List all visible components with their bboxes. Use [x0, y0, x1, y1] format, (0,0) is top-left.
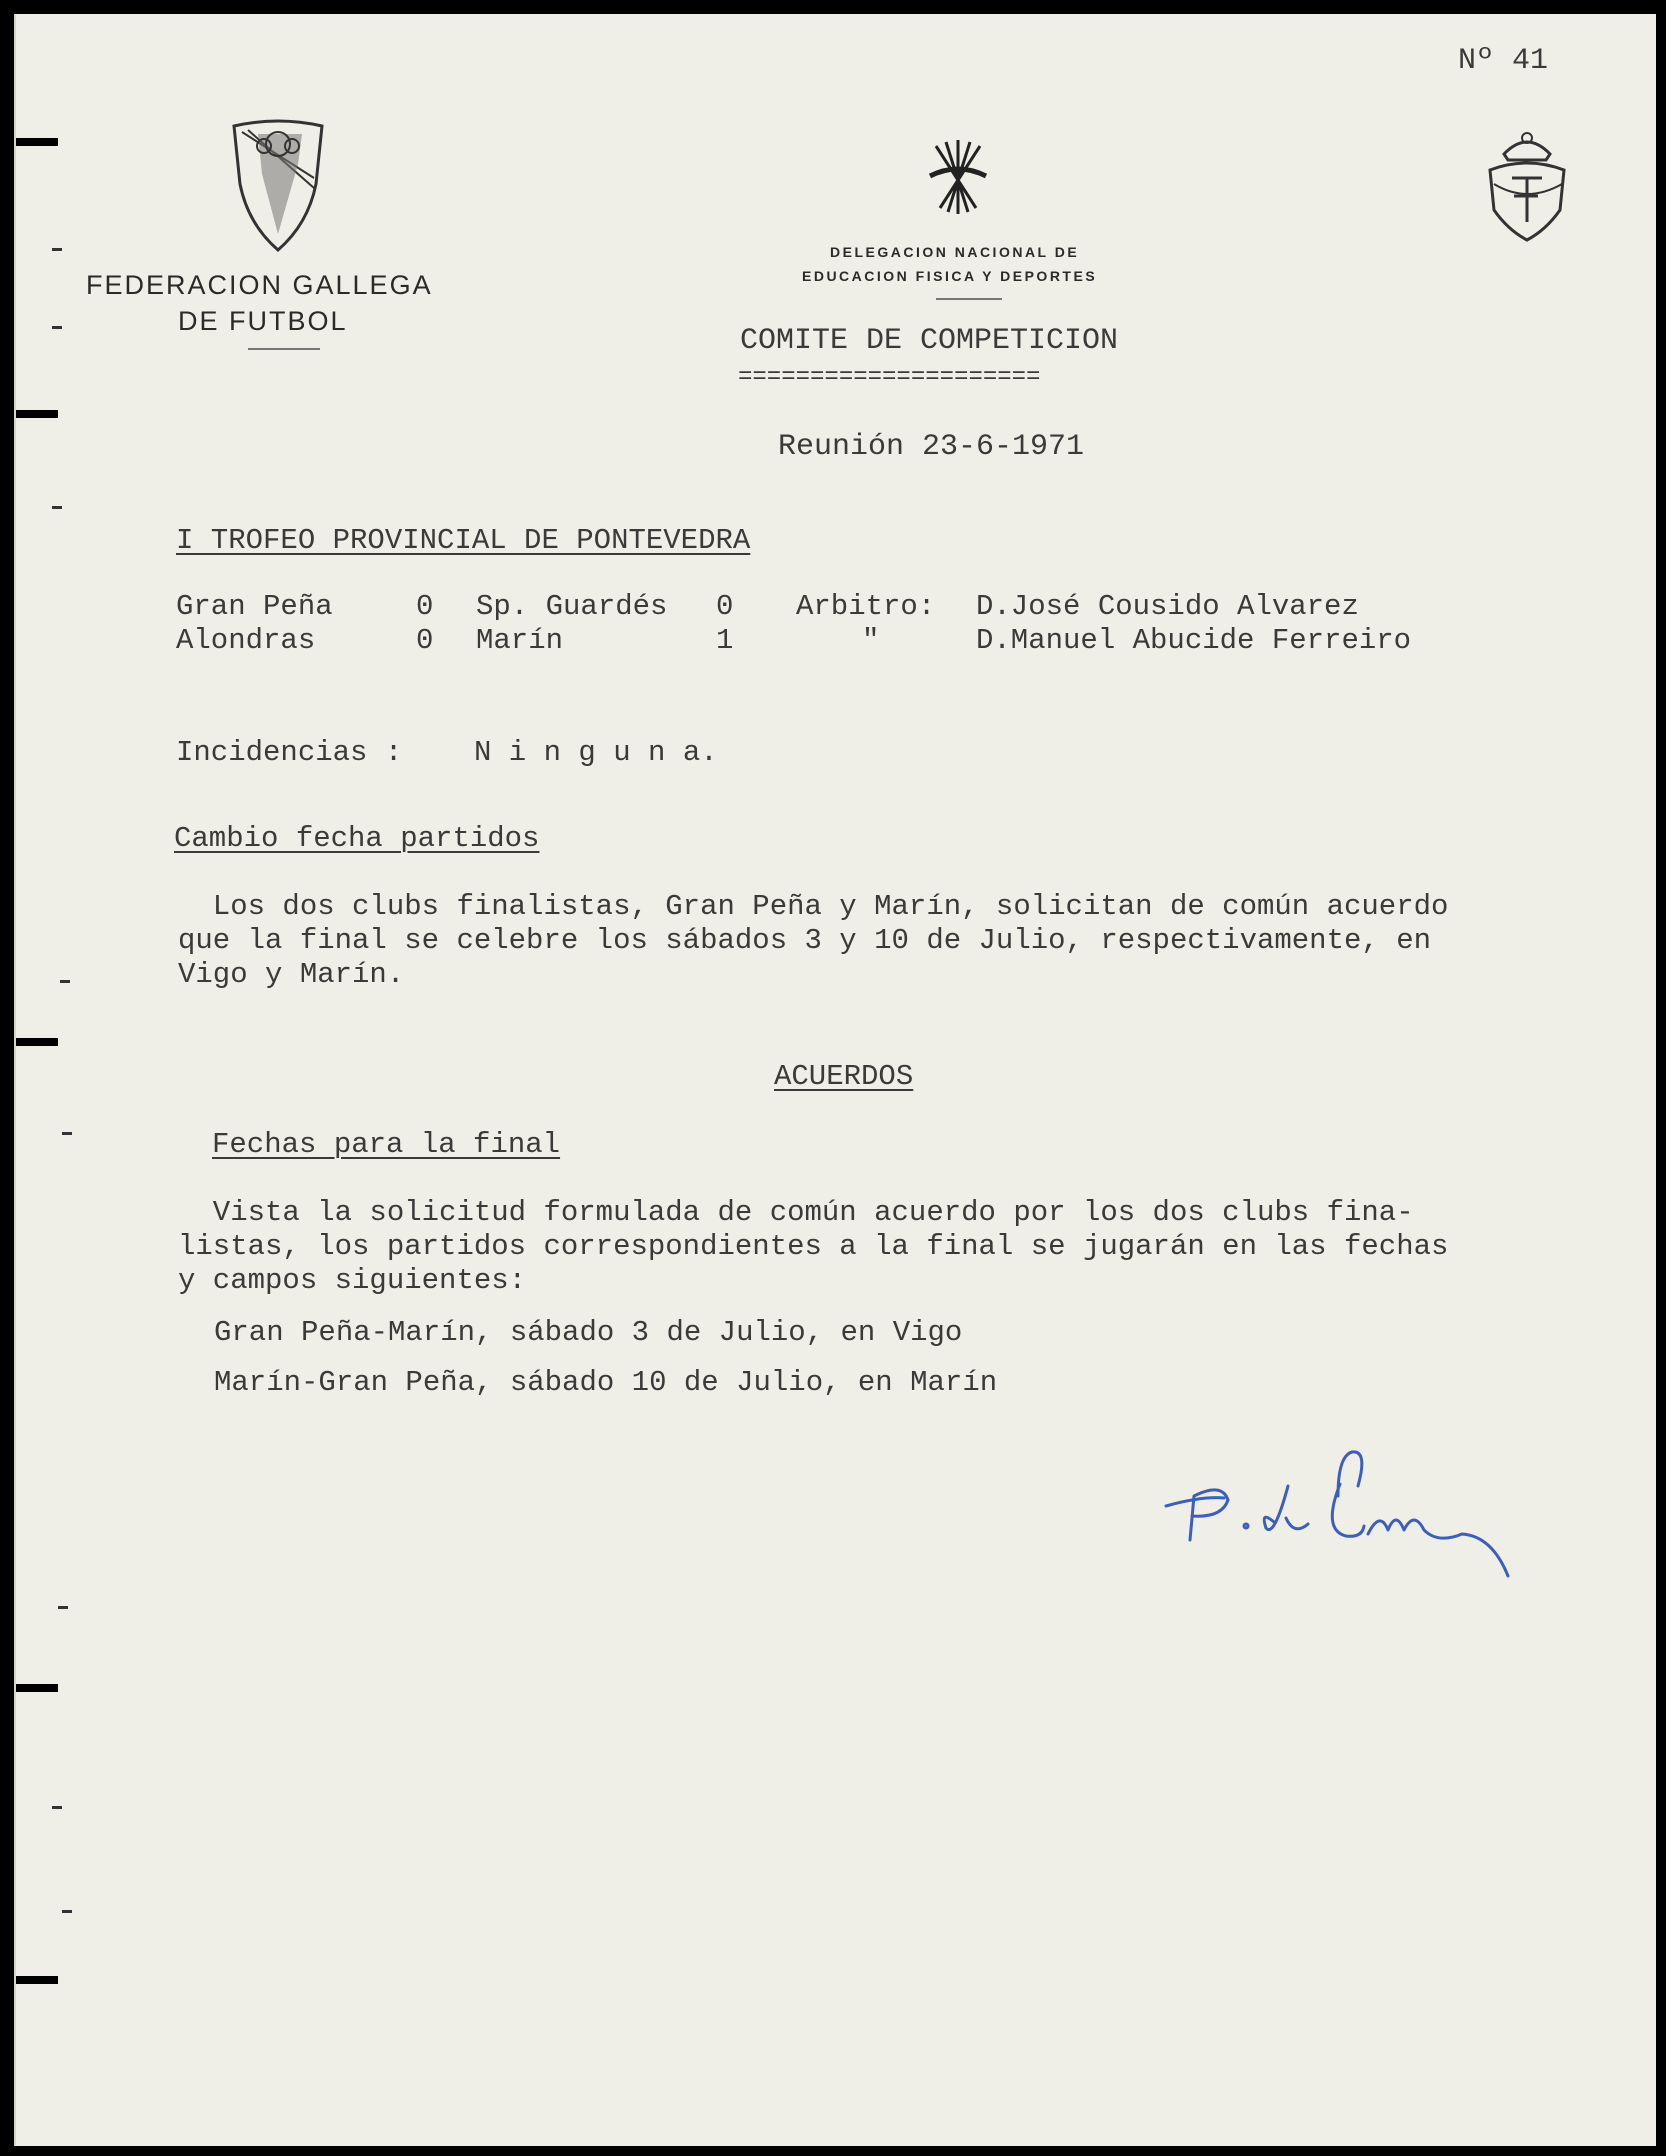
punch-mark	[52, 1806, 62, 1809]
incidents-value: N i n g u n a.	[474, 736, 718, 769]
document-page	[14, 14, 1656, 2146]
punch-mark	[60, 980, 70, 983]
federation-name-line2: DE FUTBOL	[178, 306, 348, 336]
referee-label: Arbitro:	[796, 590, 936, 623]
match-home-score: 0	[416, 624, 434, 657]
federation-name-line1: FEDERACION GALLEGA	[86, 270, 433, 300]
referee-name: D.Manuel Abucide Ferreiro	[976, 624, 1412, 657]
committee-title: COMITE DE COMPETICION	[740, 324, 1119, 358]
punch-mark	[52, 506, 62, 509]
referee-label-ditto: "	[862, 624, 880, 657]
federation-shield-icon	[228, 114, 328, 254]
edge-notch	[16, 410, 58, 418]
section-title-date-change: Cambio fecha partidos	[174, 822, 540, 855]
paragraph-line: Vigo y Marín.	[178, 958, 405, 991]
fixture-line: Gran Peña-Marín, sábado 3 de Julio, en Vigo	[214, 1316, 963, 1349]
paragraph-line: y campos siguientes:	[178, 1264, 527, 1297]
match-home-score: 0	[416, 590, 434, 623]
match-home-team: Alondras	[176, 624, 316, 657]
match-away-team: Marín	[476, 624, 564, 657]
edge-notch	[16, 1976, 58, 1984]
match-away-score: 0	[716, 590, 734, 623]
punch-mark	[52, 248, 62, 251]
paragraph-line: Vista la solicitud formulada de común acuerdo por los dos clubs fina-	[178, 1196, 1414, 1229]
punch-mark	[62, 1132, 72, 1135]
edge-notch	[16, 138, 58, 146]
delegation-line2: EDUCACION FISICA Y DEPORTES	[802, 268, 1098, 284]
committee-title-underline: =====================	[738, 364, 1041, 391]
royal-football-federation-crest-icon	[1482, 126, 1572, 244]
handwritten-signature	[1162, 1426, 1552, 1586]
delegation-line1: DELEGACION NACIONAL DE	[830, 244, 1080, 260]
yoke-arrows-emblem-icon	[924, 132, 992, 222]
subsection-title-final-dates: Fechas para la final	[212, 1128, 561, 1161]
referee-name: D.José Cousido Alvarez	[976, 590, 1359, 623]
paragraph-line: que la final se celebre los sábados 3 y 10 de Julio, respectivamente, en	[178, 924, 1432, 957]
divider	[248, 348, 320, 350]
paragraph-line: listas, los partidos correspondientes a la final se jugarán en las fechas	[178, 1230, 1449, 1263]
divider	[936, 298, 1002, 300]
paragraph-line: Los dos clubs finalistas, Gran Peña y Marín, solicitan de común acuerdo	[178, 890, 1449, 923]
punch-mark	[52, 326, 62, 329]
punch-mark	[58, 1606, 68, 1609]
document-number: Nº 41	[1458, 44, 1549, 78]
fixture-line: Marín-Gran Peña, sábado 10 de Julio, en Marín	[214, 1366, 998, 1399]
match-away-team: Sp. Guardés	[476, 590, 668, 623]
section-title-trophy: I TROFEO PROVINCIAL DE PONTEVEDRA	[176, 524, 751, 557]
punch-mark	[62, 1910, 72, 1913]
match-home-team: Gran Peña	[176, 590, 333, 623]
match-away-score: 1	[716, 624, 734, 657]
edge-notch	[16, 1684, 58, 1692]
edge-notch	[16, 1038, 58, 1046]
section-title-agreements: ACUERDOS	[774, 1060, 914, 1093]
meeting-date: Reunión 23-6-1971	[778, 430, 1085, 464]
incidents-label: Incidencias :	[176, 736, 403, 769]
